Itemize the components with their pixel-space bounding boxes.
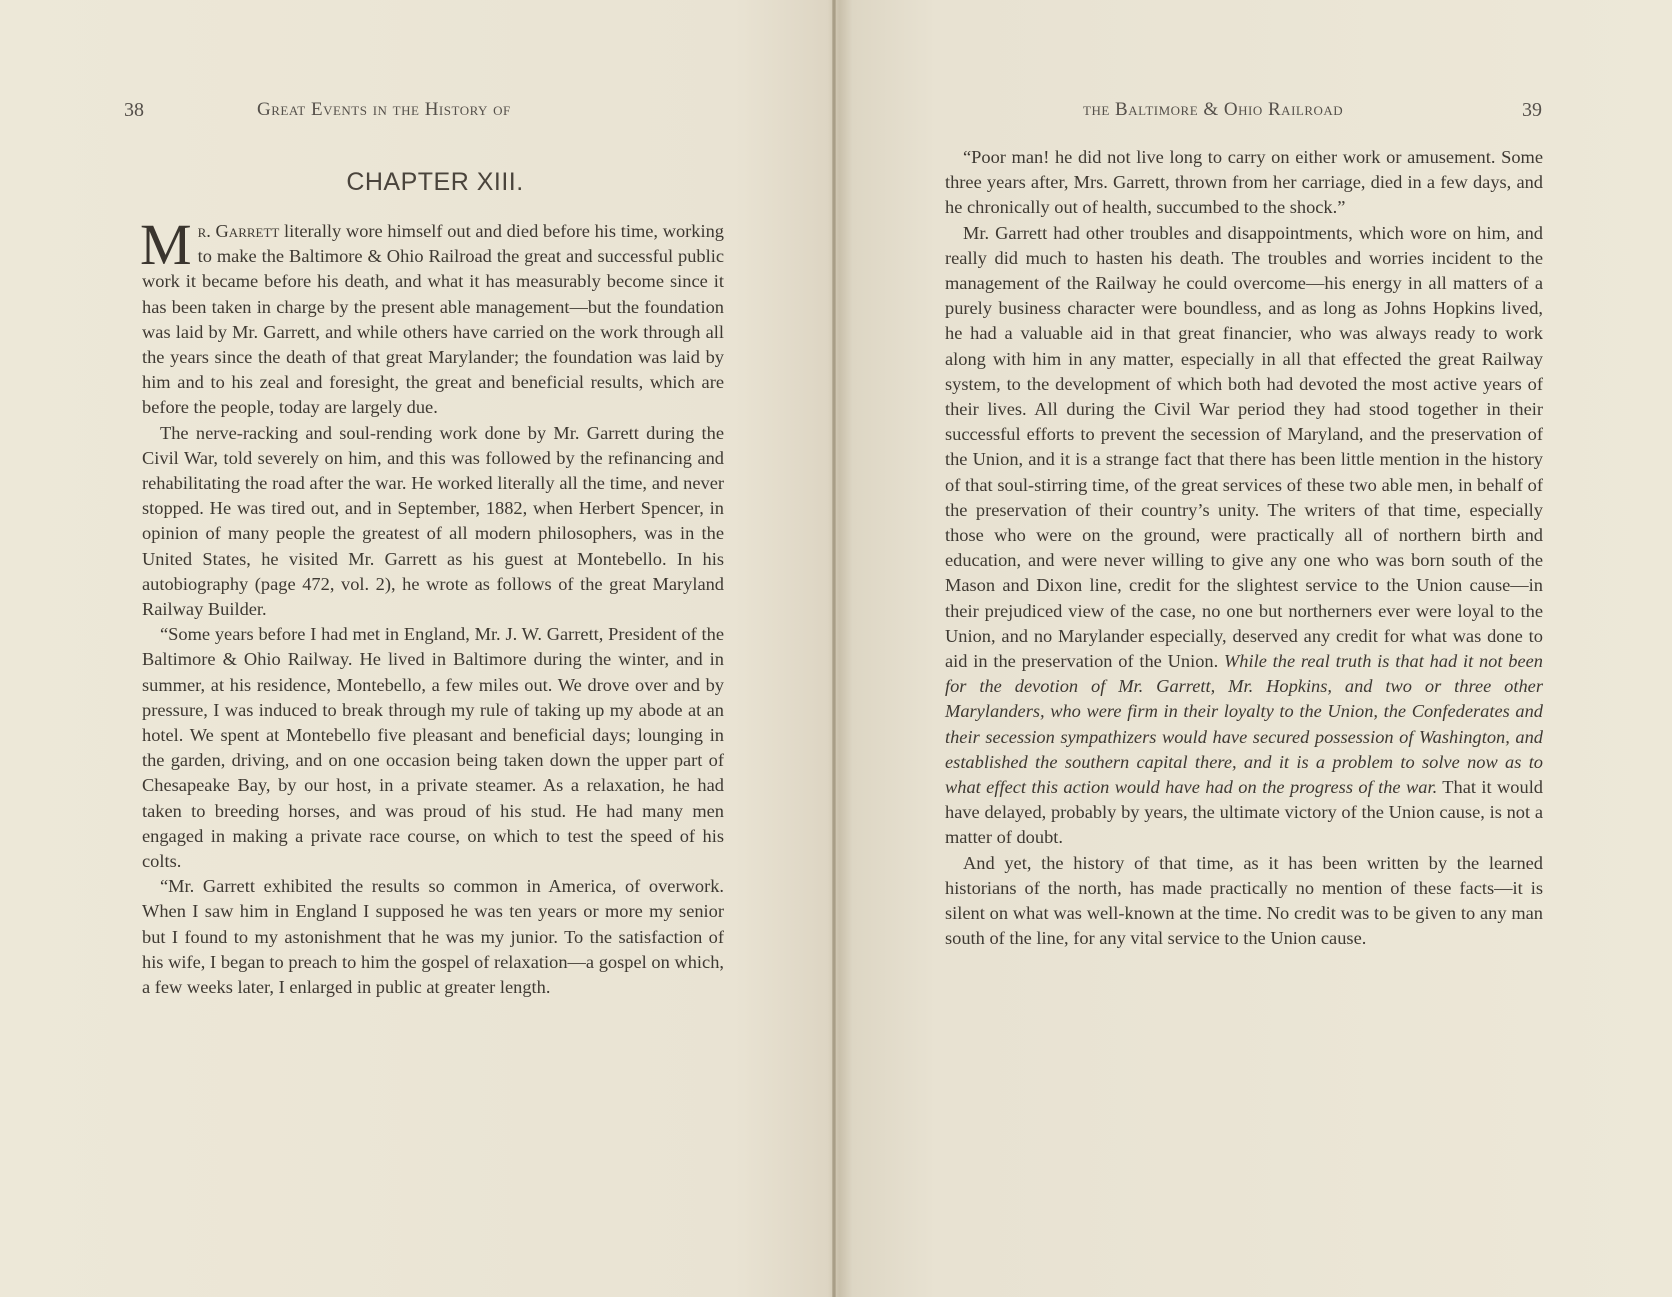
chapter-title: CHAPTER XIII.	[346, 168, 524, 196]
right-page	[836, 0, 1672, 1297]
paragraph-5: “Poor man! he did not live long to carry on either work or amusement. Some three years after, Mrs. Garrett, thrown from her carriage, died in a few days, and he chronically out of health, succumbed to the shock.”	[945, 147, 1543, 218]
paragraph-4: “Mr. Garrett exhibited the results so common in America, of overwork. When I saw him in England I supposed he was ten years or more my senior but I found to my astonishment that he was my junior. To the satisfaction of his wife, I began to preach to him the gospel of relaxation—a gospel on which, a few weeks later, I enlarged in public at greater length.	[142, 876, 724, 998]
right-page-number: 39	[1522, 99, 1542, 121]
left-page	[0, 0, 832, 1297]
italic-passage: While the real truth is that had it not been for the devotion of Mr. Garrett, Mr. Hopkins, and two or three other Marylanders, who were firm in their loyalty to the Union, the Confederates and their secession sympathizers would have secured possession of Washington, and established the southern capital there, and it is a problem to solve now as to what effect this action would have had on the progress of the war.	[945, 651, 1543, 798]
right-running-head: the Baltimore & Ohio Railroad	[1083, 99, 1344, 120]
drop-cap: M	[140, 212, 192, 277]
paragraph-6	[945, 221, 1543, 851]
first-word-rest: r. Garrett	[197, 221, 280, 241]
paragraph-6-text: Mr. Garrett had other troubles and disappointments, which wore on him, and really did much to hasten his death. The troubles and worries incident to the management of the Railway he could overcome—his energy in all matters of a purely business character were boundless, and as long as Johns Hopkins lived, he had a valuable aid in that great financier, who was always ready to work along with him in any matter, especially in all that effected the great Railway system, to the development of which both had devoted the most active years of their lives. All during the Civil War period they had stood together in their successful efforts to prevent the secession of Maryland, and the preservation of the Union, and it is a strange fact that there has been little mention in the history of that soul-stirring time, of the great services of these two able men, in behalf of the preservation of their country’s unity. The writers of that time, especially those who were on the ground, were practically all of northern birth and education, and were never willing to give any one who was born south of the Mason and Dixon line, credit for the slightest service to the Union cause—in their prejudiced view of the case, no one but northerners ever were loyal to the Union, and no Marylander especially, deserved any credit for what was done to aid in the preservation of the Union.	[945, 222, 1543, 672]
paragraph-1-text: literally wore himself out and died before his time, working to make the Baltimore & Ohio Railroad the great and successful public work it became before his death, and what it has measurably become since it has been taken in charge by the present able management—but the foundation was laid by Mr. Garrett, and while others have carried on the work through all the years since the death of that great Marylander; the foundation was laid by him and to his zeal and foresight, the great and beneficial results, which are before the people, today are largely due.	[142, 221, 724, 418]
left-page-number: 38	[124, 99, 144, 121]
paragraph-6-end: That it would have delayed, probably by years, the ultimate victory of the Union cause, is not a matter of doubt.	[945, 777, 1544, 848]
paragraph-1	[140, 212, 724, 421]
paragraph-3: “Some years before I had met in England, Mr. J. W. Garrett, President of the Baltimore & Ohio Railway. He lived in Baltimore during the winter, and in summer, at his residence, Montebello, a few miles out. We drove over and by pressure, I was induced to break through my rule of taking up my abode at an hotel. We spent at Montebello five pleasant and beneficial days; lounging in the garden, driving, and on one occasion being taken down the upper part of Chesapeake Bay, by our host, in a private steamer. As a relaxation, he had taken to breeding horses, and was proud of his stud. He had many men engaged in making a private race course, on which to test the speed of his colts.	[142, 624, 724, 872]
left-page-text	[140, 212, 724, 1000]
paragraph-7: And yet, the history of that time, as it has been written by the learned historians of the north, has made practically no mention of these facts—it is silent on what was well-known at the time. No credit was to be given to any man south of the line, for any vital service to the Union cause.	[945, 852, 1543, 949]
right-page-text	[945, 145, 1543, 952]
paragraph-2: The nerve-racking and soul-rending work done by Mr. Garrett during the Civil War, told severely on him, and this was followed by the refinancing and rehabilitating the road after the war. He worked literally all the time, and never stopped. He was tired out, and in September, 1882, when Herbert Spencer, in opinion of many people the greatest of all modern philosophers, was in the United States, he visited Mr. Garrett as his guest at Montebello. In his autobiography (page 472, vol. 2), he wrote as follows of the great Maryland Railway Builder.	[142, 422, 724, 620]
left-running-head: Great Events in the History of	[257, 99, 511, 120]
